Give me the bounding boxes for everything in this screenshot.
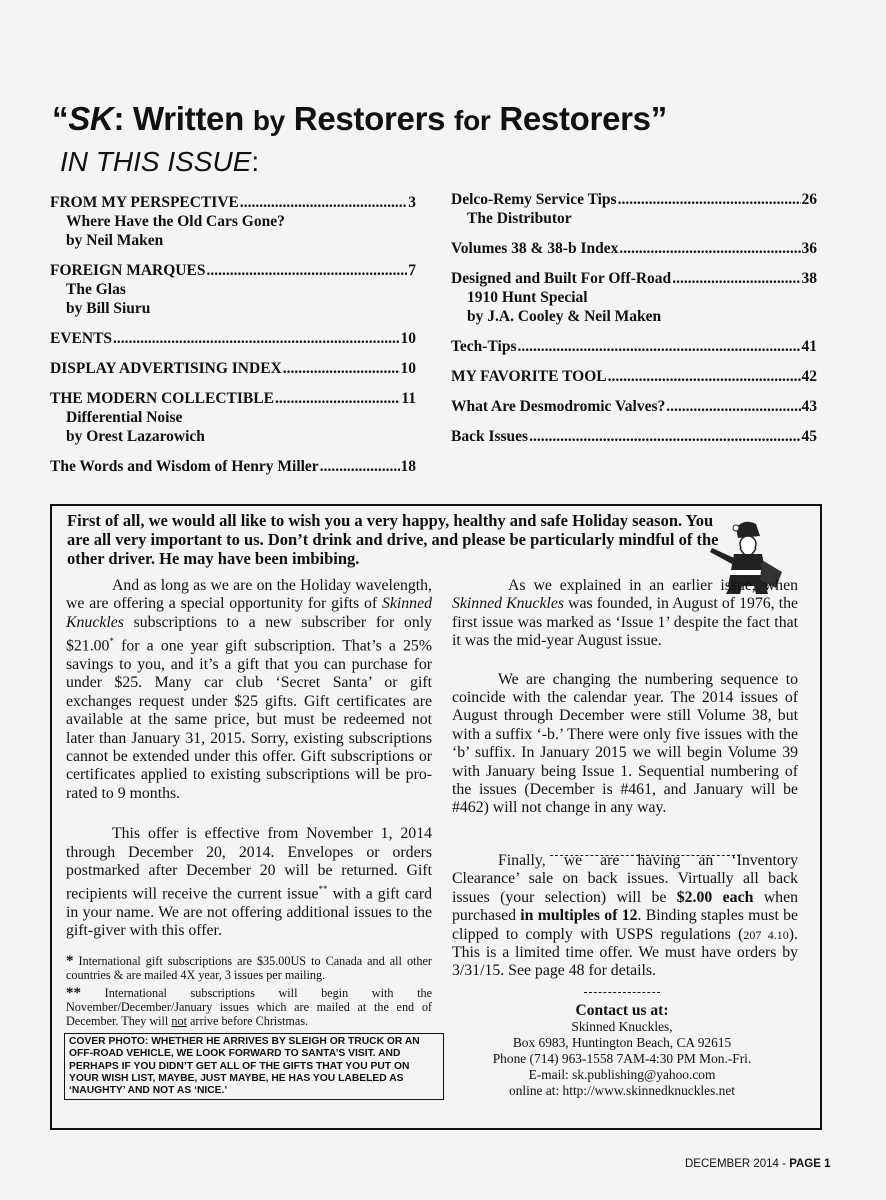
toc-entry-page: 3 [408, 194, 416, 211]
toc-entry [50, 261, 416, 318]
toc-entry-page: 43 [801, 398, 817, 415]
left-column-text [66, 577, 432, 1032]
toc-entry [451, 367, 817, 386]
toc-entry-title: FROM MY PERSPECTIVE [50, 194, 239, 211]
toc-entry-title: THE MODERN COLLECTIBLE [50, 390, 274, 407]
toc-dot-leader [283, 359, 400, 378]
toc-entry-title: DISPLAY ADVERTISING INDEX [50, 360, 282, 377]
footnote-international-gift: * International gift subscriptions are $35.00US to Canada and all other countries & are mailed 4X year, 3 issues per mailing. [66, 952, 432, 982]
toc-entry-subtitle: by Neil Maken [66, 232, 164, 249]
clearance-sale-paragraph: Finally, we are having an ‘Inventory Clearance’ sale on back issues. Virtually all back issues (your selection) will be $2.00 each when purchased in multiples of 12. Binding staples must be clipped to comply with USPS regulations (207 4.10). This is a limited time offer. We must have orders by 3/31/15. See page 48 for details. [452, 851, 798, 980]
toc-entry [451, 269, 817, 326]
toc-entry-subtitle: Differential Noise [66, 409, 183, 426]
toc-entry-row [50, 389, 416, 408]
toc-entry-title: EVENTS [50, 330, 113, 347]
toc-entry-title: Delco-Remy Service Tips [451, 191, 617, 208]
toc-entry [451, 427, 817, 446]
toc-entry-title: Tech-Tips [451, 338, 517, 355]
toc-entry-subtitle: by Orest Lazarowich [66, 428, 205, 445]
toc-dot-leader [320, 457, 400, 476]
toc-entry [50, 329, 416, 348]
toc-entry-row [50, 329, 416, 348]
toc-dot-leader [240, 193, 407, 212]
toc-entry [451, 190, 817, 228]
toc-entry-page: 45 [801, 428, 817, 445]
masthead-title: “SK: Written by Restorers for Restorers” [52, 100, 667, 137]
toc-entry-page: 7 [408, 262, 416, 279]
cover-photo-caption: COVER PHOTO: WHETHER HE ARRIVES BY SLEIGH OR TRUCK OR AN OFF-ROAD VEHICLE, WE LOOK FORWARD TO SANTA’S VISIT. AND PERHAPS IF YOU DIDN’T GET ALL OF THE GIFTS THAT YOU PUT ON YOUR WISH LIST, MAYBE, JUST MAYBE, HE HAS YOU LABELED AS ‘NAUGHTY’ AND NOT AS ‘NICE.’ [64, 1033, 444, 1100]
toc-entry-row [451, 269, 817, 288]
toc-entry [50, 359, 416, 378]
toc-entry-page: 18 [400, 458, 416, 475]
founding-paragraph: As we explained in an earlier issue, when Skinned Knuckles was founded, in August of 1976, the first issue was marked as ‘Issue 1’ despite the fact that it was the mid-year August issue. [452, 577, 799, 650]
toc-entry-title: MY FAVORITE TOOL [451, 368, 607, 385]
toc-dot-leader [206, 261, 407, 280]
contact-phone: Phone (714) 963-1558 7AM-4:30 PM Mon.-Fri. [492, 1051, 752, 1066]
toc-entry-subtitle: The Distributor [467, 210, 572, 227]
toc-entry-page: 10 [400, 360, 416, 377]
toc-entry-title: Volumes 38 & 38-b Index [451, 240, 619, 257]
toc-dot-leader [618, 190, 801, 209]
toc-dot-leader [113, 329, 399, 348]
toc-entry [50, 457, 416, 476]
page-footer: DECEMBER 2014 - PAGE 1 [685, 1158, 831, 1170]
toc-entry-page: 26 [801, 191, 817, 208]
toc-entry-row [451, 397, 817, 416]
contact-block [472, 1003, 772, 1099]
toc-entry-row [451, 190, 817, 209]
toc-entry-row [50, 193, 416, 212]
toc-entry [451, 337, 817, 356]
toc-entry-subtitle: Where Have the Old Cars Gone? [66, 213, 285, 230]
toc-entry-page: 41 [801, 338, 817, 355]
footnote-international-subscriptions: ** International subscriptions will begin with the November/December/January issues which are mailed at the end of December. They will not arrive before Christmas. [66, 984, 432, 1028]
toc-entry-title: The Words and Wisdom of Henry Miller [50, 458, 319, 475]
contact-address: Box 6983, Huntington Beach, CA 92615 [512, 1035, 732, 1050]
toc-entry-row [451, 239, 817, 258]
contact-heading: Contact us at: [575, 1002, 669, 1019]
toc-entry-row [451, 427, 817, 446]
toc-entry-subtitle: by J.A. Cooley & Neil Maken [467, 308, 662, 325]
section-divider-small [584, 992, 660, 993]
toc-dot-leader [529, 427, 800, 446]
toc-entry-row [451, 367, 817, 386]
holiday-lead: First of all, we would all like to wish you a very happy, healthy and safe Holiday season. You are all very important to us. Don’t drink and drive, and please be particularly mindful of the other driver. He may have been imbibing. [67, 511, 719, 568]
toc-entry-page: 36 [801, 240, 817, 257]
toc-entry-title: What Are Desmodromic Valves? [451, 398, 666, 415]
toc-dot-leader [672, 269, 800, 288]
toc-dot-leader [666, 397, 800, 416]
toc-dot-leader [517, 337, 800, 356]
toc-left-column [50, 193, 416, 476]
toc-entry-title: Back Issues [451, 428, 529, 445]
offer-dates-paragraph: This offer is effective from November 1, 2014 through December 20, 2014. Envelopes or orders postmarked after December 20 will be returned. Gift recipients will receive the current issue** with a gift card in your name. We are not offering additional issues to the gift-giver with this offer. [66, 825, 432, 940]
contact-line: Skinned Knuckles, [571, 1019, 673, 1034]
toc-entry-page: 38 [801, 270, 817, 287]
toc-entry-row [50, 457, 416, 476]
toc-entry-subtitle: by Bill Siuru [66, 300, 151, 317]
toc-right-column [451, 190, 817, 446]
contact-website[interactable]: online at: http://www.skinnedknuckles.net [509, 1083, 735, 1098]
toc-entry-page: 10 [400, 330, 416, 347]
gift-offer-paragraph: And as long as we are on the Holiday wavelength, we are offering a special opportunity for gifts of Skinned Knuckles subscriptions to a new subscriber for only $21.00* for a one year gift subscription. That’s a 25% savings to you, and it’s a gift that you can purchase for under $25. Many car club ‘Secret Santa’ or gift exchanges request under $25 gifts. Gift certificates are available at the same price, but must be redeemed not later than January 31, 2015. Sorry, existing subscriptions cannot be extended under this offer. Gift subscriptions or certificates applied to existing subscriptions will be pro-rated to 9 months. [66, 577, 432, 802]
toc-entry-title: Designed and Built For Off-Road [451, 270, 672, 287]
toc-entry-row [451, 337, 817, 356]
right-column-text [452, 577, 798, 994]
toc-entry-row [50, 359, 416, 378]
toc-entry-page: 11 [401, 390, 416, 407]
section-divider [550, 855, 740, 856]
toc-dot-leader [608, 367, 801, 386]
in-this-issue-heading: IN THIS ISSUE: [60, 146, 260, 177]
toc-entry-subtitle: The Glas [66, 281, 126, 298]
toc-entry [50, 193, 416, 250]
toc-entry-row [50, 261, 416, 280]
toc-entry [50, 389, 416, 446]
toc-dot-leader [619, 239, 800, 258]
toc-dot-leader [275, 389, 400, 408]
toc-entry-title: FOREIGN MARQUES [50, 262, 206, 279]
contact-email[interactable]: E-mail: sk.publishing@yahoo.com [528, 1067, 716, 1082]
toc-entry-subtitle: 1910 Hunt Special [467, 289, 588, 306]
toc-entry [451, 397, 817, 416]
toc-entry [451, 239, 817, 258]
toc-entry-page: 42 [801, 368, 817, 385]
numbering-paragraph: We are changing the numbering sequence to coincide with the calendar year. The 2014 issues of August through December were still Volume 38, but with a suffix ‘-b.’ There were only five issues with the ‘b’ suffix. In January 2015 we will begin Volume 39 with January being Issue 1. Sequential numbering of the issues (December is #461, and January will be #462) will not change in any way. [452, 670, 798, 817]
